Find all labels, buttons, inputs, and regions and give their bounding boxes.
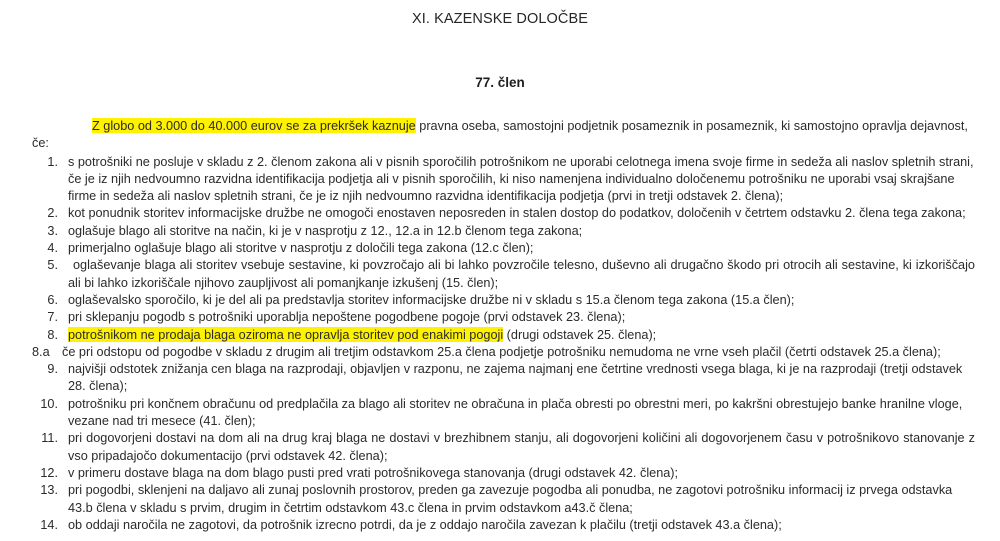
article-heading: 77. člen [475,75,525,90]
list-item-body-text: oglaševanje blaga ali storitev vsebuje sestavine, ki povzročajo ali bi lahko povzročile telesno, duševno ali drugačno škodo pri otrocih ali sestavine, ki izkoriščajo ali bi lahko izkoriščale njihovo zaupljivost ali pomanjkanje izkušenj (15. člen); [68,258,975,290]
list-item-number: 11. [41,431,58,446]
list-item-number: 10. [40,396,58,411]
list-item-body-text: najvišji odstotek znižanja cen blaga na razprodaji, objavljen v razponu, ne zajema najmanj ene četrtine vrednosti vsega blaga, ki je na razprodaji (tretji odstavek 28. člena); [68,362,963,394]
list-item-text [68,361,975,396]
list-item-body-text: pri pogodbi, sklenjeni na daljavo ali zunaj poslovnih prostorov, preden ga zavezuje pogodba ali ponudba, ne zagotovi potrošniku informacij iz prvega odstavka 43.b člena v skladu s prvim, drugim in četrtim odstavkom 43.c člena in prvim odstavkom a43.č člena; [68,483,953,515]
list-item-number: 13. [40,483,58,498]
list-item-number: 12. [40,465,58,480]
list-item [32,154,975,206]
list-item-text [68,327,975,344]
list-item-number: 4. [47,241,58,256]
list-item-highlighted-text: potrošnikom ne prodaja blaga oziroma ne opravlja storitev pod enakimi pogoji [68,327,504,342]
list-item-text [68,223,975,240]
list-item-text [62,344,975,361]
intro-rest-text: pravna oseba, samostojni podjetnik posameznik in posameznik, ki samostojno opravlja dejavnost, če: [32,119,968,151]
list-item [32,396,975,431]
list-item-number: 2. [47,206,58,221]
list-item [32,361,975,396]
list-item [32,223,975,240]
list-item-number: 9. [47,362,58,377]
intro-highlighted-text: Z globo od 3.000 do 40.000 eurov se za prekršek kaznuje [92,119,416,133]
list-item-body-text: s potrošniki ne posluje v skladu z 2. členom zakona ali v pisnih sporočilih potrošnikom ne uporabi celotnega imena svoje firme in sedeža ali naslov spletnih strani, če je iz njih nedvoumno razvidna identifikacija podjetja ali v pisnih sporočilih, ki niso namenjena individualno določenemu potrošniku ne uporabi vsaj skrajšane firme in sedeža ali naslov spletnih strani, če je iz njih nedvoumno razvidna identifikacija podjetja (prvi in tretji odstavek 2. člena); [68,154,974,204]
list-item [32,257,975,292]
list-item [32,240,975,257]
list-item-body-text: pri dogovorjeni dostavi na dom ali na drug kraj blaga ne dostavi v brezhibnem stanju, ali dogovorjeni količini ali dogovorjenem času v potrošnikovo stanovanje z vso pripadajočo dokumentacijo (prvi odstavek 42. člena); [68,431,975,463]
list-item [32,292,975,309]
list-item-text [68,154,975,206]
list-item-text [68,257,975,292]
list-item-text [68,430,975,465]
list-item-number: 8.a [32,344,50,359]
list-item [32,309,975,326]
intro-paragraph [0,90,1000,153]
list-item [32,517,975,534]
list-item-text [68,517,975,534]
section-title: XI. KAZENSKE DOLOČBE [411,11,589,27]
list-item-body-text: ob oddaji naročila ne zagotovi, da potrošnik izrecno potrdi, da je z oddajo naročila zavezan k plačilu (tretji odstavek 43.a člena); [68,517,782,532]
list-item [32,344,975,361]
list-item-number: 8. [47,327,58,342]
list-item-number: 3. [47,223,58,238]
list-item-number: 7. [47,310,58,325]
list-item-body-text: v primeru dostave blaga na dom blago pusti pred vrati potrošnikovega stanovanja (drugi odstavek 42. člena); [68,465,679,480]
list-item-body-text: kot ponudnik storitev informacijske družbe ne omogoči enostaven neposreden in stalen dostop do podatkov, določenih v četrtem odstavku 2. člena tega zakona; [68,206,966,221]
list-item-body-text: oglaševalsko sporočilo, ki je del ali pa predstavlja storitev informacijske družbe ni v skladu s 15.a členom tega zakona (15.a člen); [68,292,795,307]
list-item-body-text: če pri odstopu od pogodbe v skladu z drugim ali tretjim odstavkom 25.a člena podjetje potrošniku nemudoma ne vrne vseh plačil (četrti odstavek 25.a člena); [62,344,941,359]
list-item-body-text: oglašuje blago ali storitve na način, ki je v nasprotju z 12., 12.a in 12.b členom tega zakona; [68,223,583,238]
list-item-body-text: potrošniku pri končnem obračunu od predplačila za blago ali storitev ne obračuna in plača obresti po obrestni meri, po kakršni obrestujejo banke hranilne vloge, vezane nad tri mesece (41. člen); [68,396,963,429]
list-item-number: 6. [47,292,58,307]
list-item [32,465,975,482]
list-item-body-text: pri sklepanju pogodb s potrošniki uporablja nepoštene pogodbene pogoje (prvi odstavek 23. člena); [68,310,626,325]
list-item-text [68,309,975,326]
list-item-text [68,292,975,309]
list-item-text [68,205,975,222]
offences-list [0,153,1000,535]
list-item-text [68,482,975,517]
list-item [32,482,975,517]
list-item-number: 14. [40,517,58,532]
list-item-number: 5. [47,258,58,273]
list-item [32,327,975,344]
list-item-text [68,240,975,257]
list-item-body-text: primerjalno oglašuje blago ali storitve v nasprotju z določili tega zakona (12.c člen); [68,241,534,256]
list-item [32,205,975,222]
list-item-text [68,396,975,431]
list-item-number: 1. [47,154,58,169]
list-item-text [68,465,975,482]
list-item [32,430,975,465]
list-item-body-text: (drugi odstavek 25. člena); [503,327,657,342]
